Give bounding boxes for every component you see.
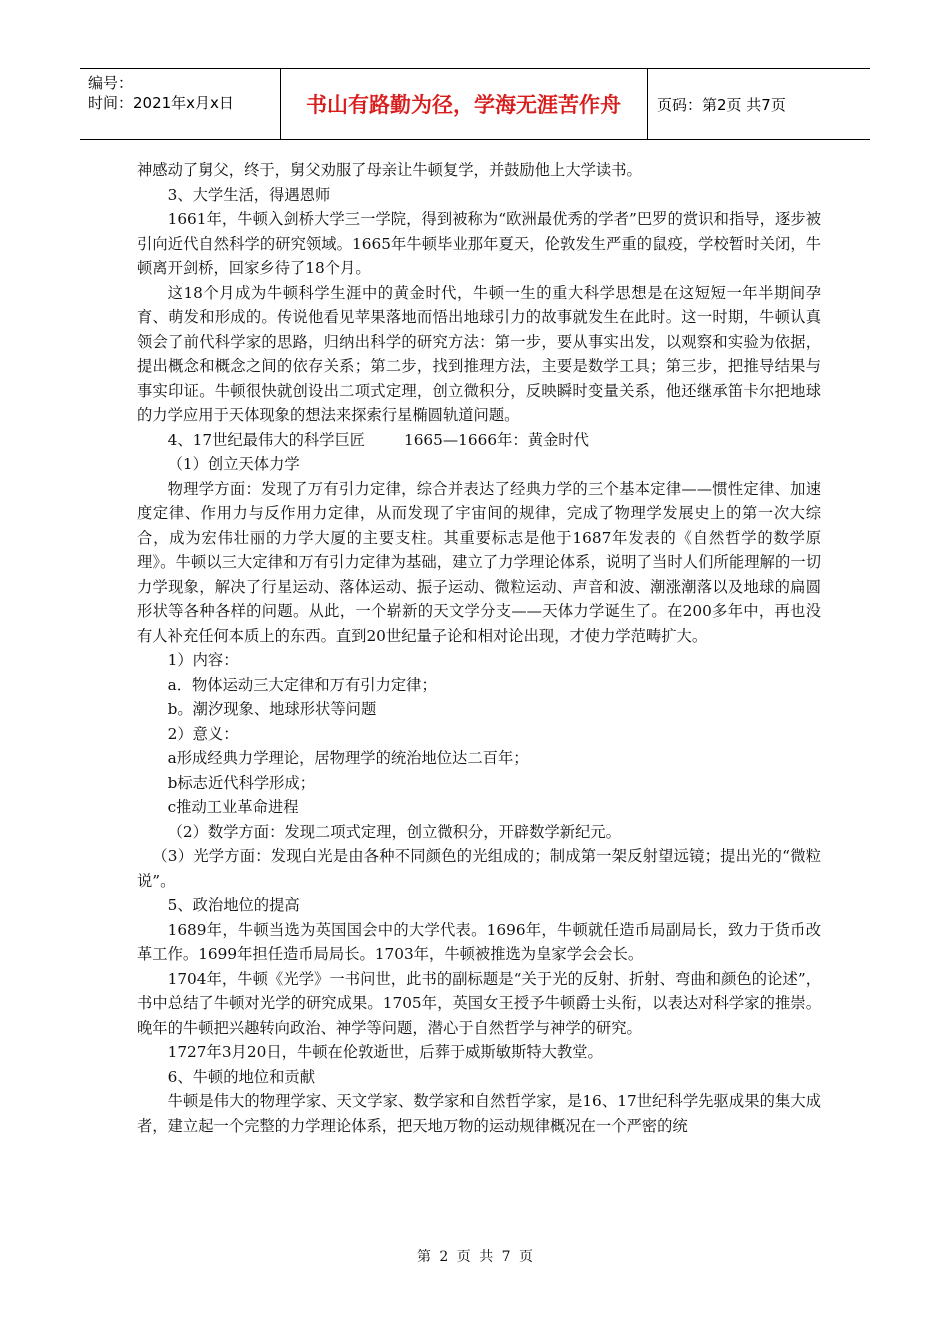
document-body	[137, 158, 821, 1138]
paragraph: 牛顿是伟大的物理学家、天文学家、数学家和自然哲学家，是16、17世纪科学先驱成果的集大成者，建立起一个完整的力学理论体系，把天地万物的运动规律概况在一个严密的统	[137, 1092, 821, 1135]
paragraph: 1661年，牛顿入剑桥大学三一学院，得到被称为“欧洲最优秀的学者”巴罗的赏识和指导，逐步被引向近代自然科学的研究领域。1665年牛顿毕业那年夏天，伦敦发生严重的鼠疫，学校暂时关闭，牛顿离开剑桥，回家乡待了18个月。	[137, 210, 821, 277]
section-heading: 5、政治地位的提高	[167, 896, 300, 914]
footer-di: 第	[416, 1249, 431, 1265]
list-heading: 2）意义：	[167, 724, 239, 743]
header-motto: 书山有路勤为径，学海无涯苦作舟	[306, 93, 621, 117]
footer-total-pages: 7	[501, 1249, 511, 1265]
subsection-heading: （2）数学方面：发现二项式定理，创立微积分，开辟数学新纪元。	[167, 822, 621, 841]
section-heading: 4、17世纪最伟大的科学巨匠 1665—1666年：黄金时代	[167, 430, 589, 449]
header-meta	[88, 73, 278, 113]
section-heading: 6、牛顿的地位和贡献	[167, 1067, 315, 1086]
subsection-heading: （3）光学方面：发现白光是由各种不同颜色的光组成的；制成第一架反射望远镜；提出光的“微粒说”。	[137, 847, 821, 890]
section-heading: 3、大学生活，得遇恩师	[167, 185, 331, 204]
footer-ye: 页	[456, 1249, 471, 1265]
header-page-info: 页码：第2页 共7页	[657, 95, 786, 114]
page-header	[80, 68, 870, 140]
paragraph: 神感动了舅父，终于，舅父劝服了母亲让牛顿复学，并鼓励他上大学读书。	[137, 161, 642, 179]
paragraph: 1727年3月20日，牛顿在伦敦逝世，后葬于威斯敏斯特大教堂。	[167, 1043, 603, 1061]
document-number-label: 编号：	[88, 74, 134, 92]
footer-gong: 共	[479, 1249, 494, 1265]
footer-page-number: 2	[439, 1249, 449, 1265]
paragraph: 1689年，牛顿当选为英国国会中的大学代表。1696年，牛顿就任造币局副局长，致力于货币改革工作。1699年担任造币局局长。1703年，牛顿被推选为皇家学会会长。	[137, 920, 821, 963]
list-item: b。潮汐现象、地球形状等问题	[167, 700, 377, 718]
paragraph: 物理学方面：发现了万有引力定律，综合并表达了经典力学的三个基本定律——惯性定律、加速度定律、作用力与反作用力定律，从而发现了宇宙间的规律，完成了物理学发展史上的第一次大综合，成为宏伟壮丽的力学大厦的主要支柱。其重要标志是他于1687年发表的《自然哲学的数学原理》。牛顿以三大定律和万有引力定律为基础，建立了力学理论体系，说明了当时人们所能理解的一切力学现象，解决了行星运动、落体运动、振子运动、微粒运动、声音和波、潮涨潮落以及地球的扁圆形状等各种各样的问题。从此，一个崭新的天文学分支——天体力学诞生了。在200多年中，再也没有人补充任何本质上的东西。直到20世纪量子论和相对论出现，才使力学范畴扩大。	[137, 479, 821, 645]
list-item: a．物体运动三大定律和万有引力定律；	[167, 675, 437, 694]
page-footer	[0, 1246, 950, 1266]
list-item: a形成经典力学理论，居物理学的统治地位达二百年；	[167, 749, 529, 767]
paragraph: 1704年，牛顿《光学》一书问世，此书的副标题是“关于光的反射、折射、弯曲和颜色的论述”，书中总结了牛顿对光学的研究成果。1705年，英国女王授予牛顿爵士头衔，以表达对科学家的推崇。晚年的牛顿把兴趣转向政治、神学等问题，潜心于自然哲学与神学的研究。	[137, 969, 821, 1037]
header-divider	[647, 69, 648, 139]
list-item: c推动工业革命进程	[167, 798, 299, 816]
list-item: b标志近代科学形成；	[167, 773, 316, 792]
document-date: 时间：2021年x月x日	[88, 94, 234, 112]
list-heading: 1）内容：	[167, 651, 239, 669]
paragraph: 这18个月成为牛顿科学生涯中的黄金时代，牛顿一生的重大科学思想是在这短短一年半期间孕育、萌发和形成的。传说他看见苹果落地而悟出地球引力的故事就发生在此时。这一时期，牛顿认真领会了前代科学家的思路，归纳出科学的研究方法：第一步，要从事实出发，以观察和实验为依据，提出概念和概念之间的依存关系；第二步，找到推理方法，主要是数学工具；第三步，把推导结果与事实印证。牛顿很快就创设出二项式定理，创立微积分，反映瞬时变量关系，他还继承笛卡尔把地球的力学应用于天体现象的想法来探索行星椭圆轨道问题。	[137, 283, 821, 424]
subsection-heading: （1）创立天体力学	[167, 455, 300, 473]
footer-ye: 页	[519, 1249, 534, 1265]
